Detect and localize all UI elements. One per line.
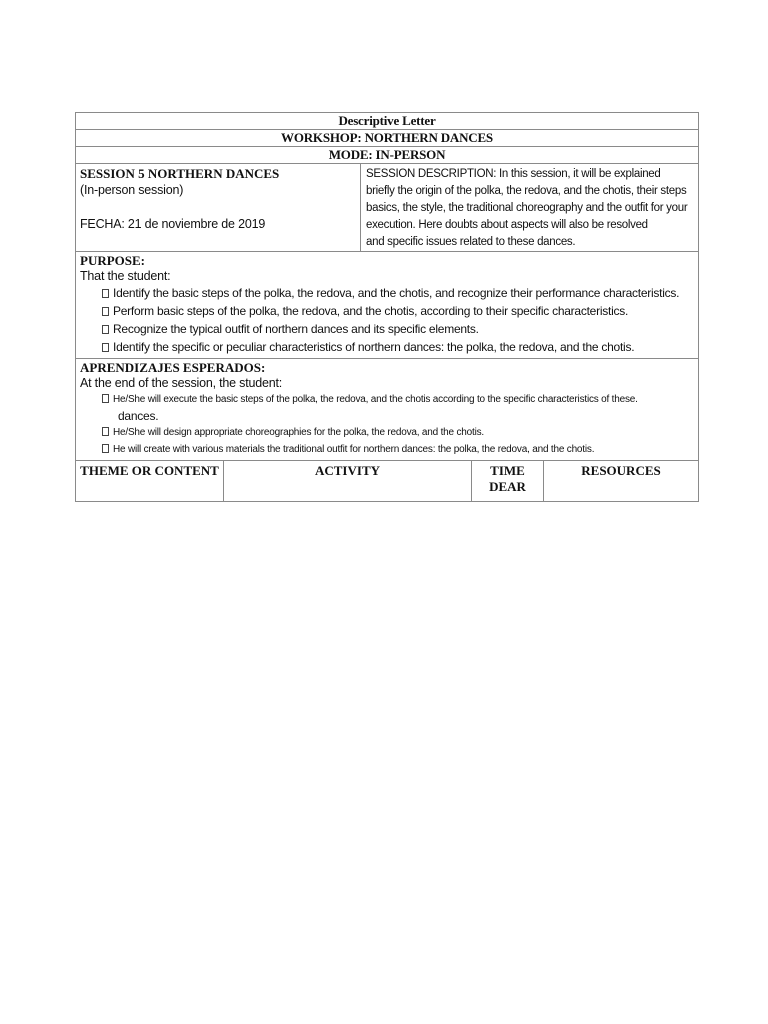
document-title: Descriptive Letter	[76, 113, 698, 130]
expected-list	[80, 391, 698, 458]
column-header-resources: RESOURCES	[581, 463, 661, 478]
column-header-time	[472, 461, 544, 501]
list-item: Perform basic steps of the polka, the redova, and the chotis, according to their specific characteristics.	[102, 302, 698, 320]
expected-title: APRENDIZAJES ESPERADOS:	[80, 360, 266, 375]
list-item-continuation: dances.	[118, 409, 159, 423]
checkbox-icon	[102, 325, 109, 334]
time-label-2: DEAR	[489, 479, 526, 494]
column-headers-row	[76, 461, 698, 501]
purpose-intro: That the student:	[80, 269, 171, 283]
column-header-theme: THEME OR CONTENT	[76, 461, 224, 501]
descriptive-letter-table	[75, 112, 699, 502]
list-item: Identify the specific or peculiar characteristics of northern dances: the polka, the redova, and the chotis.	[102, 338, 698, 356]
checkbox-icon	[102, 343, 109, 352]
checkbox-icon	[102, 444, 109, 453]
session-info	[76, 164, 361, 251]
expected-learning-section	[76, 359, 698, 461]
list-item: He will create with various materials the traditional outfit for northern dances: the polka, the redova, and the chotis.	[102, 441, 698, 458]
workshop-heading: WORKSHOP: NORTHERN DANCES	[76, 130, 698, 147]
checkbox-icon	[102, 427, 109, 436]
session-date: FECHA: 21 de noviembre de 2019	[80, 217, 266, 231]
session-title: SESSION 5 NORTHERN DANCES	[80, 166, 280, 181]
purpose-list	[80, 284, 698, 356]
list-item: Identify the basic steps of the polka, the redova, and the chotis, and recognize their performance characteristics.	[102, 284, 698, 302]
description-line: SESSION DESCRIPTION: In this session, it will be explained	[366, 168, 661, 180]
description-line: execution. Here doubts about aspects will also be resolved	[366, 219, 648, 231]
session-type: (In-person session)	[80, 183, 184, 197]
list-item: Recognize the typical outfit of northern dances and its specific elements.	[102, 320, 698, 338]
purpose-title: PURPOSE:	[80, 253, 145, 268]
session-row	[76, 164, 698, 252]
checkbox-icon	[102, 394, 109, 403]
checkbox-icon	[102, 307, 109, 316]
time-label: TIME	[490, 463, 525, 478]
description-line: and specific issues related to these dances.	[366, 236, 576, 248]
expected-intro: At the end of the session, the student:	[80, 376, 283, 390]
purpose-section	[76, 252, 698, 359]
list-item: He/She will execute the basic steps of the polka, the redova, and the chotis according to the specific characteristics of these.	[102, 391, 698, 408]
checkbox-icon	[102, 289, 109, 298]
session-description	[361, 164, 698, 251]
column-header-activity: ACTIVITY	[224, 461, 472, 501]
mode-heading: MODE: IN-PERSON	[76, 147, 698, 164]
description-line: briefly the origin of the polka, the redova, and the chotis, their steps	[366, 185, 687, 197]
list-item: He/She will design appropriate choreographies for the polka, the redova, and the chotis.	[102, 424, 698, 441]
description-line: basics, the style, the traditional choreography and the outfit for your	[366, 202, 688, 214]
